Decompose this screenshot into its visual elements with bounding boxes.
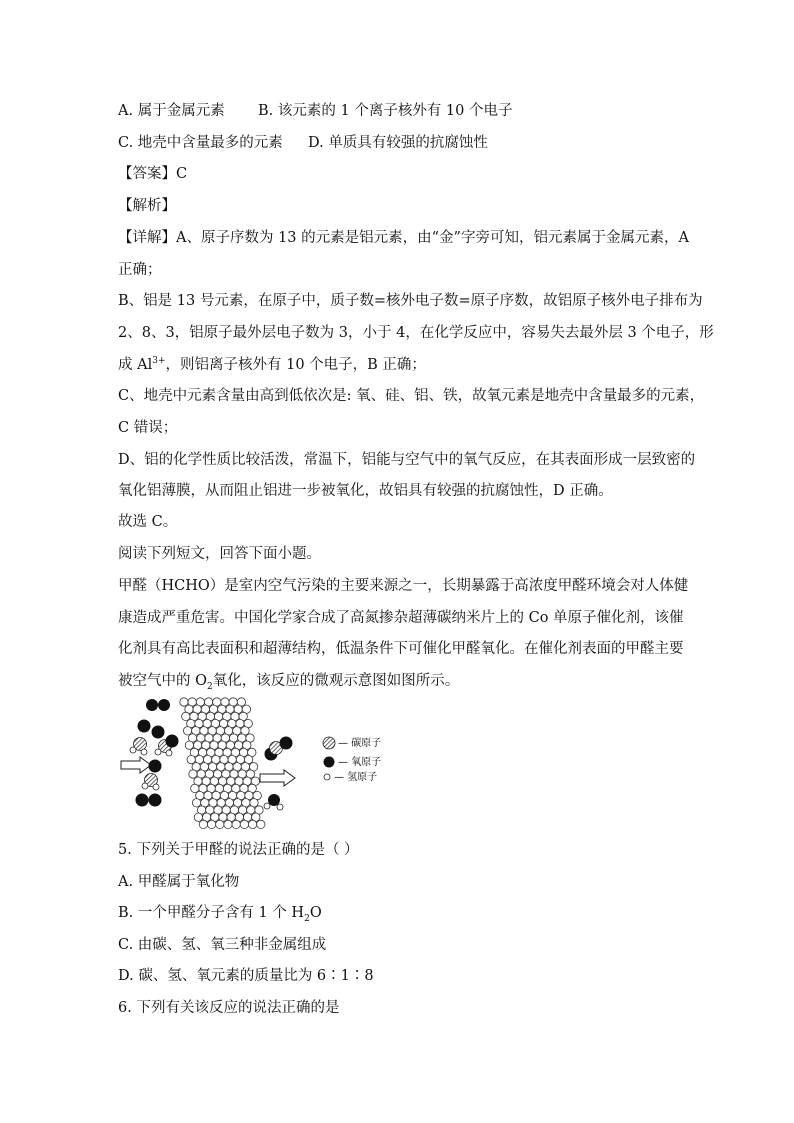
lattice-atom [207,820,215,828]
q4-option-d: D. 单质具有较强的抗腐蚀性 [308,135,488,151]
lattice-atom [192,799,200,807]
q5-option-b: B. 一个甲醛分子含有 1 个 $H_2O$ [118,905,322,924]
lattice-atom [191,784,199,792]
analysis-heading: 【解析】 [118,198,176,214]
q4-options-row-1 [118,101,513,121]
output-arrow-icon [260,770,295,786]
passage-line-3: 化剂具有高比表面积和超薄结构，低温条件下可催化甲醛氧化。在催化剂表面的甲醛主要 [118,641,684,657]
lattice-atom [257,820,265,828]
detail-a-line-1: 【详解】A、原子序数为 13 的元素是铝元素，由“金”字旁可知，铝元素属于金属元素，A [118,230,689,246]
detail-d-line-1: D、铝的化学性质比较活泼，常温下，铝能与空气中的氧气反应，在其表面形成一层致密的 [118,452,696,468]
lattice-atom [189,770,197,778]
formaldehyde-molecule-left [130,738,147,756]
q5-option-d: D. 碳、氢、氧元素的质量比为 6∶1∶8 [118,968,374,984]
carbon-dioxide-molecule [265,737,293,761]
passage-line-2: 康造成严重危害。中国化学家合成了高氮掺杂超薄碳纳米片上的 Co 单原子催化剂，该催 [118,610,684,626]
oxygen-molecule-top [146,699,170,711]
input-arrow-icon [121,757,151,773]
legend [323,736,381,783]
detail-d-line-2: 氧化铝薄膜，从而阻止铝进一步被氧化，故铝具有较强的抗腐蚀性，D 正确。 [118,483,613,499]
reaction-diagram [118,694,408,834]
detail-a-line-2: 正确； [118,262,162,278]
q5-option-c: C. 由碳、氢、氧三种非金属组成 [118,937,327,953]
lattice-atom [199,820,207,828]
oxygen-atom-icon [324,757,335,768]
q4-option-a: A. 属于金属元素 [118,103,225,119]
q5-option-a: A. 甲醛属于氧化物 [118,874,240,890]
q5-stem: 5. 下列关于甲醛的说法正确的是（ ） [118,842,359,858]
hydrogen-atom-icon [324,774,330,780]
legend-carbon: — 碳原子 [338,738,382,749]
lattice-atom [232,820,240,828]
lattice-atom [224,820,232,828]
detail-b-line-2: 2、8、3，铝原子最外层电子数为 3，小于 4，在化学反应中，容易失去最外层 3 个电子，形 [118,325,714,341]
q4-option-c: C. 地壳中含量最多的元素 [118,135,283,151]
detail-c-line-1: C、地壳中元素含量由高到低依次是: 氧、硅、铝、铁，故氧元素是地壳中含量最多的元素， [118,388,705,404]
lattice-atom [187,755,195,763]
legend-oxygen: — 氧原子 [338,757,382,768]
lattice-atom [194,813,202,821]
detail-b-line-1: B、铝是 13 号元素，在原子中，质子数=核外电子数=原子序数，故铝原子核外电子排布为 [118,293,703,309]
lattice-atom [180,698,188,706]
oxygen-molecule-middle [138,720,165,739]
q4-options-row-2 [118,133,488,153]
catalyst-lattice [180,698,265,829]
answer: 【答案】C [118,166,188,182]
q6-stem: 6. 下列有关该反应的说法正确的是 [118,1000,340,1016]
conclusion: 故选 C。 [118,514,178,530]
passage-line-4: 被空气中的 $O_2$氧化，该反应的微观示意图如图所示。 [118,673,460,692]
detail-c-line-2: C 错误； [118,420,178,436]
lattice-atom [216,820,224,828]
passage-intro: 阅读下列短文，回答下面小题。 [118,546,321,562]
lattice-atom [183,727,191,735]
q4-option-b: B. 该元素的 1 个离子核外有 10 个电子 [258,103,513,119]
detail-b-line-3: 成 $Al^{3+}$，则铝离子核外有 10 个电子，B 正确； [118,356,426,373]
water-molecule [264,794,283,810]
passage-line-1: 甲醛（HCHO）是室内空气污染的主要来源之一，长期暴露于高浓度甲醛环境会对人体健 [118,578,689,594]
legend-hydrogen: — 氢原子 [334,772,378,783]
lattice-atom [248,820,256,828]
lattice-atom [240,820,248,828]
lattice-atom [182,712,190,720]
oxygen-molecule-bottom [136,794,162,807]
carbon-atom-icon [323,737,335,749]
reaction-diagram-svg [118,694,408,834]
lattice-atom [185,741,193,749]
